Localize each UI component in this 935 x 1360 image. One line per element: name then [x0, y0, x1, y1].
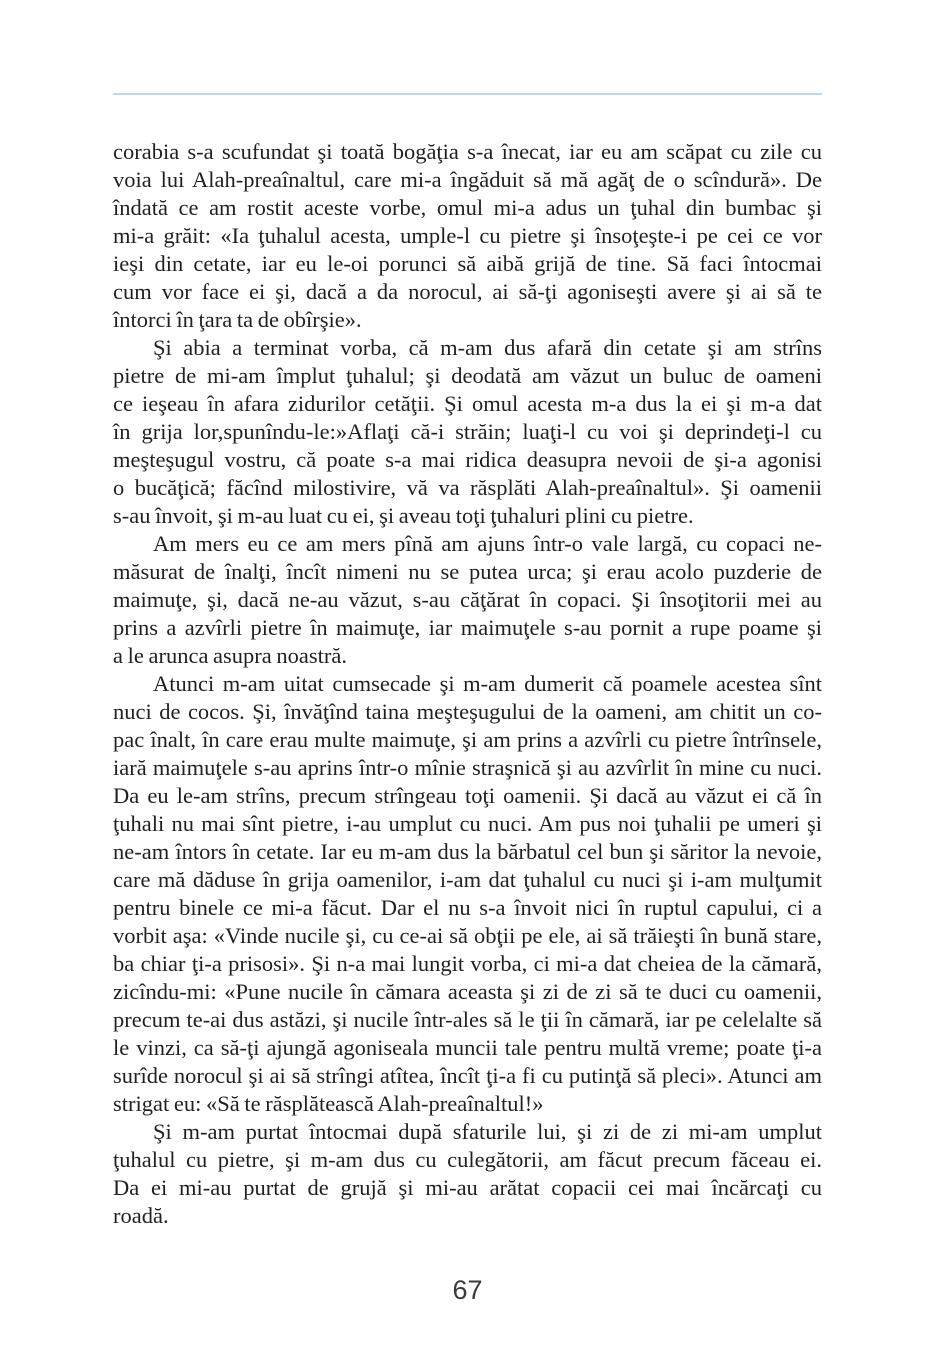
text-line: mi-a grăit: «Ia ţuhalul acesta, umple-l cu pietre şi însoţeşte-i pe cei ce vor	[113, 223, 822, 248]
text-line: a le arunca asupra noastră.	[113, 643, 347, 668]
text-line: le vinzi, ca să-ţi ajungă agoniseala muncii tale pentru multă vreme; poate ţi-a	[113, 1035, 822, 1060]
text-line: voia lui Alah-preaînaltul, care mi-a îngăduit să mă agăţ de o scîndură». De	[113, 167, 822, 192]
text-line: Da eu le-am strîns, precum strîngeau toţi oamenii. Şi dacă au văzut ei că în	[113, 783, 822, 808]
text-line: nuci de cocos. Şi, învăţînd taina meşteşugului de la oameni, am chitit un co-	[113, 699, 822, 724]
paragraph	[113, 334, 822, 530]
text-line: s-au învoit, şi m-au luat cu ei, şi aveau toţi ţuhaluri plini cu pietre.	[113, 503, 694, 528]
text-line: Şi abia a terminat vorba, că m-am dus afară din cetate şi am strîns	[153, 335, 822, 360]
text-line: precum te-ai dus astăzi, şi nucile într-ales să le ţii în cămară, iar pe celelalte să	[113, 1007, 822, 1032]
text-line: ieşi din cetate, iar eu le-oi porunci să aibă grijă de tine. Să faci întocmai	[113, 251, 822, 276]
text-line: pentru binele ce mi-a făcut. Dar el nu s-a învoit nici în ruptul capului, ci a	[113, 895, 822, 920]
page-number: 67	[452, 1275, 483, 1305]
text-line: zicîndu-mi: «Pune nucile în cămara aceasta şi zi de zi să te duci cu oamenii,	[113, 979, 822, 1004]
text-line: cum vor face ei şi, dacă a da norocul, ai să-ţi agoniseşti avere şi ai să te	[113, 279, 822, 304]
text-line: care mă dăduse în grija oamenilor, i-am dat ţuhalul cu nuci şi i-am mulţumit	[113, 867, 822, 892]
text-line: întorci în ţara ta de obîrşie».	[113, 307, 362, 332]
text-line: ce ieşeau în afara zidurilor cetăţii. Şi omul acesta m-a dus la ei şi m-a dat	[113, 391, 822, 416]
paragraph	[113, 670, 822, 1118]
text-line: maimuţe, şi, dacă ne-au văzut, s-au căţărat în copaci. Şi însoţitorii mei au	[113, 587, 822, 612]
text-line: vorbit aşa: «Vinde nucile şi, cu ce-ai să obţii pe ele, ai să trăieşti în bună stare,	[113, 923, 822, 948]
text-line: Şi m-am purtat întocmai după sfaturile lui, şi zi de zi mi-am umplut	[153, 1119, 822, 1144]
text-line: îndată ce am rostit aceste vorbe, omul mi-a adus un ţuhal din bumbac şi	[113, 195, 822, 220]
text-line: Atunci m-am uitat cumsecade şi m-am dumerit că poamele acestea sînt	[153, 671, 822, 696]
text-line: Da ei mi-au purtat de grujă şi mi-au arătat copacii cei mai încărcaţi cu	[113, 1175, 822, 1200]
text-line: surîde norocul şi ai să strîngi atîtea, încît ţi-a fi cu putinţă să pleci». Atunci am	[113, 1063, 822, 1088]
text-line: în grija lor,spunîndu-le:»Aflaţi că-i străin; luaţi-l cu voi şi deprindeţi-l cu	[113, 419, 822, 444]
text-line: prins a azvîrli pietre în maimuţe, iar maimuţele s-au pornit a rupe poame şi	[113, 615, 822, 640]
paragraph	[113, 1118, 822, 1230]
text-line: iară maimuţele s-au aprins într-o mînie straşnică şi au azvîrlit în mine cu nuci.	[113, 755, 822, 780]
text-line: o bucăţică; făcînd milostivire, vă va răsplăti Alah-preaînaltul». Şi oamenii	[113, 475, 822, 500]
header-rule	[113, 93, 822, 95]
text-line: ba chiar ţi-a prisosi». Şi n-a mai lungit vorba, ci mi-a dat cheiea de la cămară,	[113, 951, 822, 976]
text-line: ţuhali nu mai sînt pietre, i-au umplut cu nuci. Am pus noi ţuhalii pe umeri şi	[113, 811, 822, 836]
paragraph	[113, 138, 822, 334]
text-line: ne-am întors în cetate. Iar eu m-am dus la bărbatul cel bun şi săritor la nevoie,	[113, 839, 822, 864]
text-line: corabia s-a scufundat şi toată bogăţia s-a înecat, iar eu am scăpat cu zile cu	[113, 139, 822, 164]
text-line: pietre de mi-am împlut ţuhalul; şi deodată am văzut un buluc de oameni	[113, 363, 822, 388]
text-line: ţuhalul cu pietre, şi m-am dus cu culegătorii, am făcut precum făceau ei.	[113, 1147, 822, 1172]
text-line: pac înalt, în care erau multe maimuţe, şi am prins a azvîrli cu pietre întrînsele,	[113, 727, 822, 752]
paragraph	[113, 530, 822, 670]
text-line: meşteşugul vostru, că poate s-a mai ridica deasupra nevoii de şi-a agonisi	[113, 447, 822, 472]
text-line: Am mers eu ce am mers pînă am ajuns într-o vale largă, cu copaci ne-	[153, 531, 822, 556]
text-line: măsurat de înalţi, încît nimeni nu se putea urca; şi erau acolo puzderie de	[113, 559, 822, 584]
body-text	[113, 138, 822, 1230]
text-line: strigat eu: «Să te răsplătească Alah-preaînaltul!»	[113, 1091, 544, 1116]
text-line: roadă.	[113, 1203, 169, 1228]
